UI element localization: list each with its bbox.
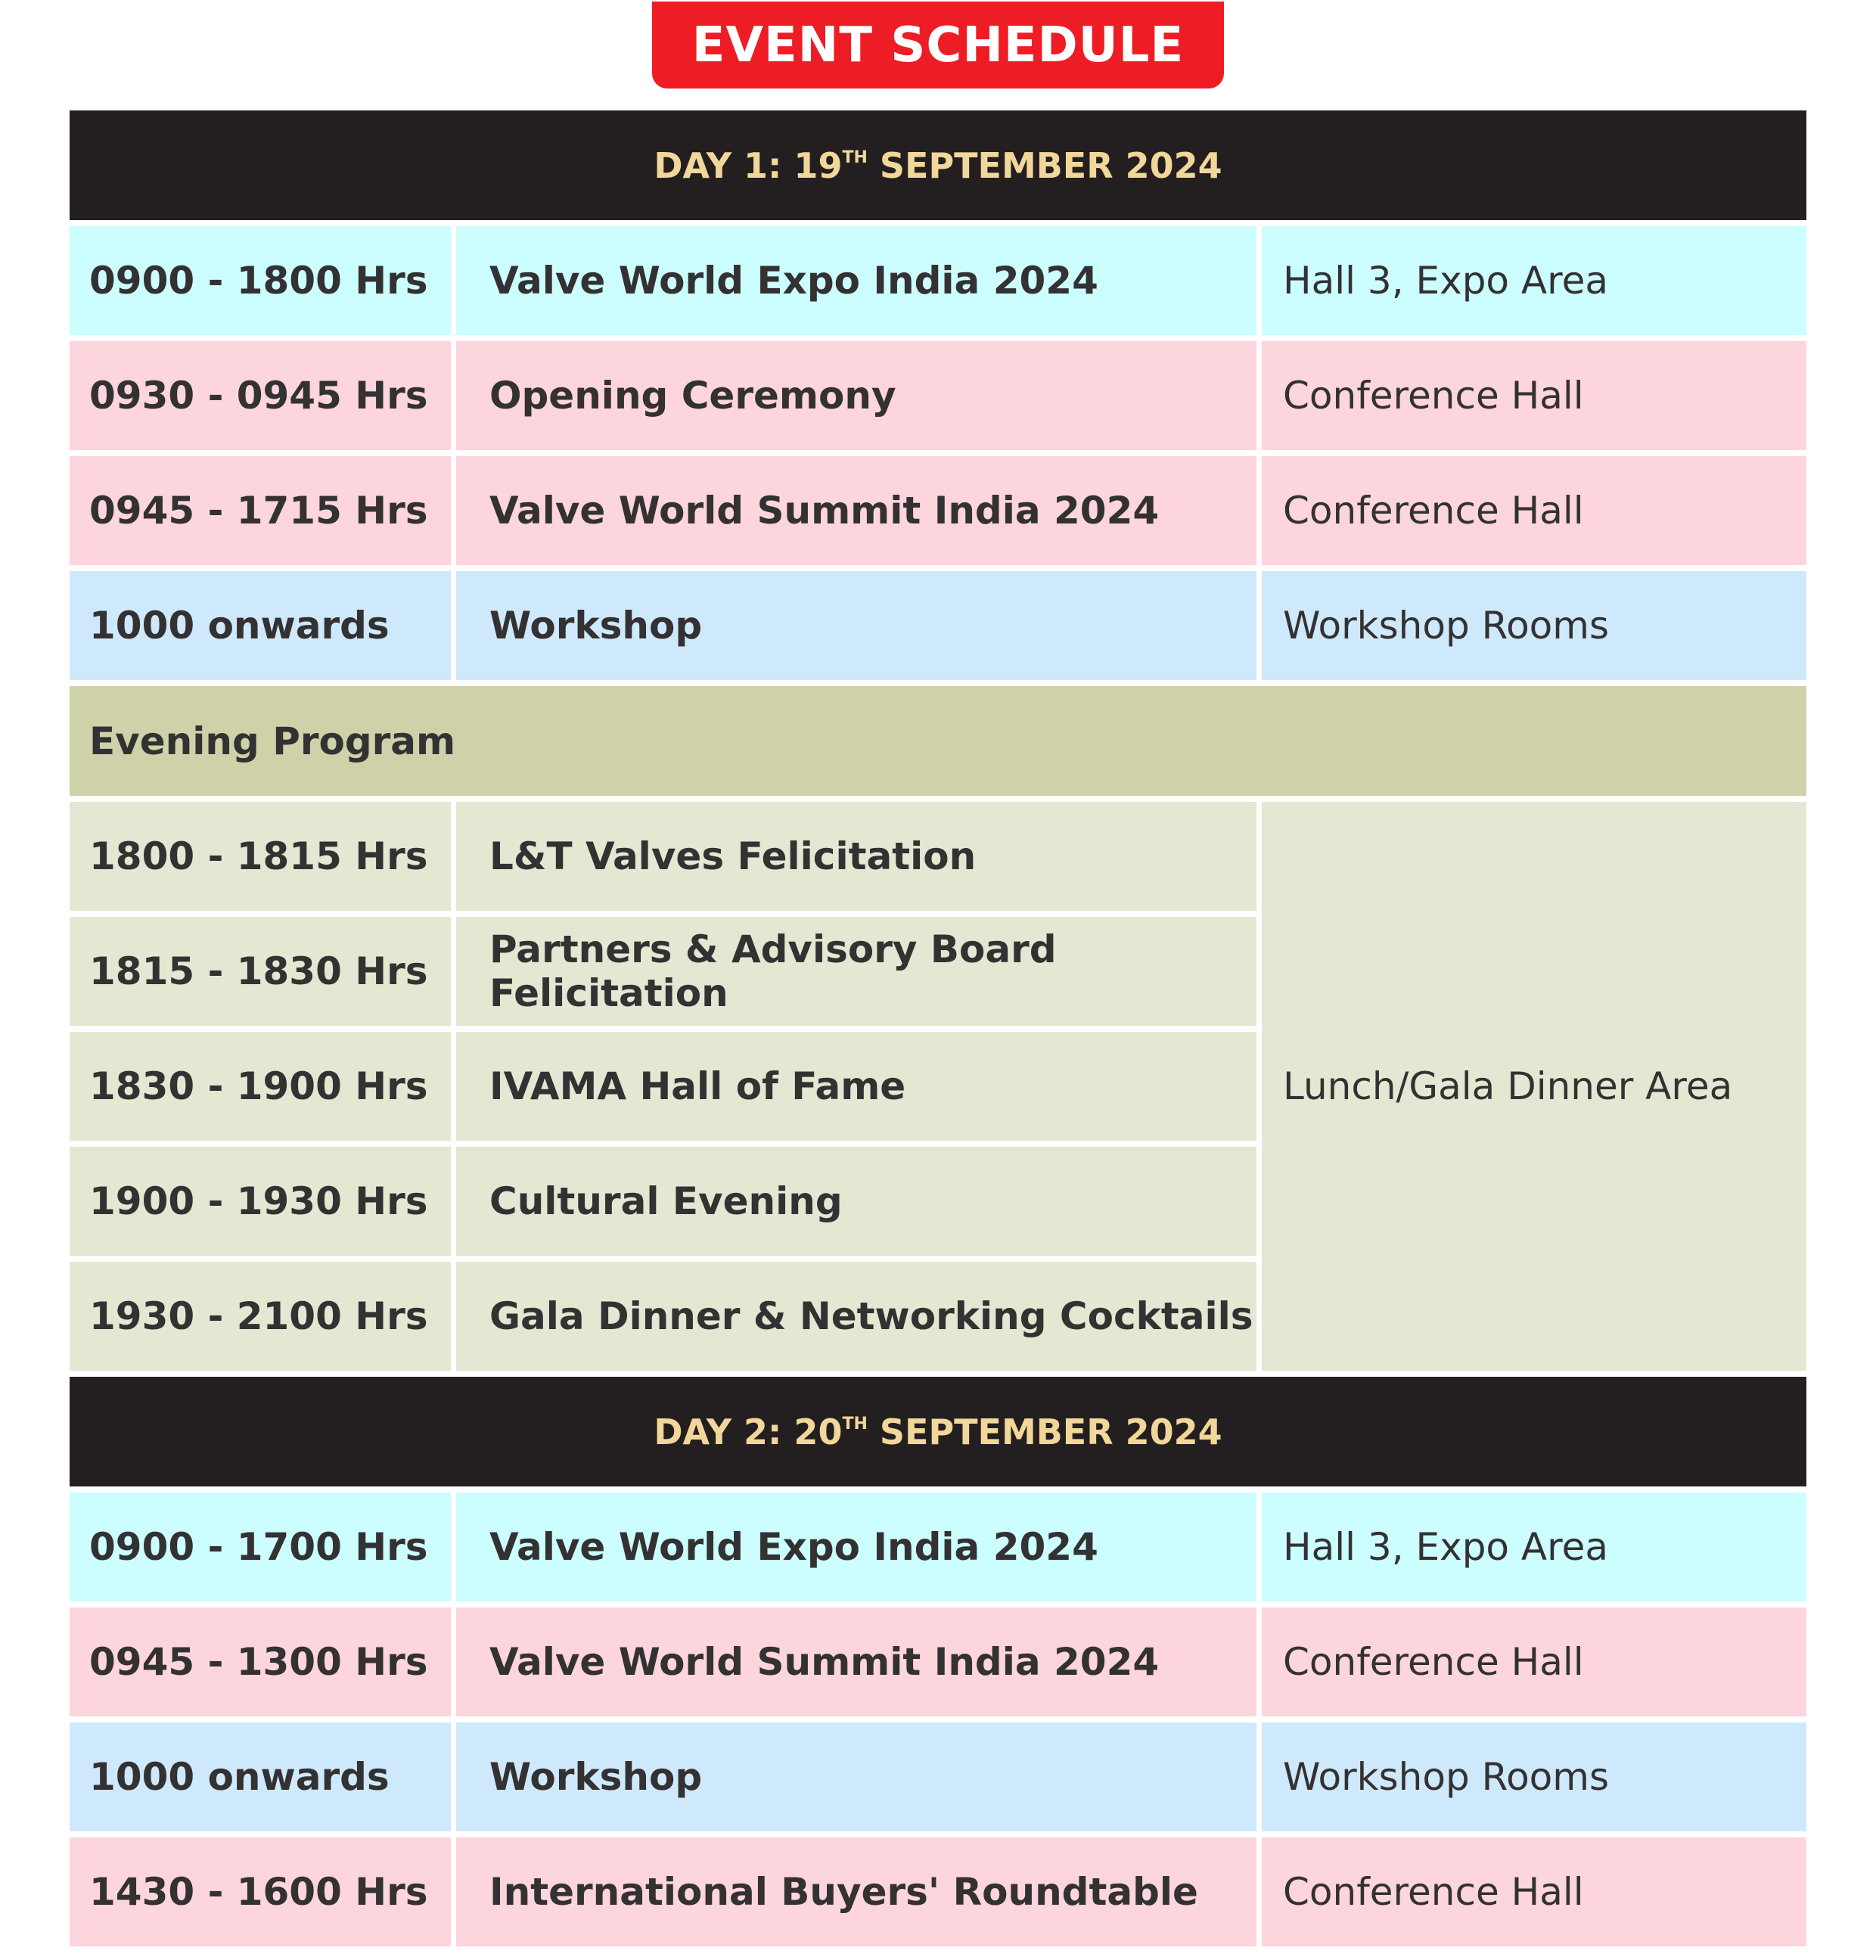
event-cell: Gala Dinner & Networking Cocktails xyxy=(456,1262,1256,1371)
time-cell: 1000 onwards xyxy=(70,1722,451,1831)
day1-header-rest: SEPTEMBER 2024 xyxy=(867,144,1222,186)
table-row xyxy=(70,341,1806,450)
time-cell: 0930 - 0945 Hrs xyxy=(70,341,451,450)
day2-header-prefix: DAY 2: 20 xyxy=(654,1411,843,1452)
venue-cell: Conference Hall xyxy=(1262,1607,1806,1716)
day2-header-suffix: TH xyxy=(842,1415,868,1434)
venue-cell: Workshop Rooms xyxy=(1262,571,1806,680)
event-cell: Workshop xyxy=(456,571,1256,680)
event-cell: Valve World Expo India 2024 xyxy=(456,226,1256,335)
evening-program-block xyxy=(70,802,1806,1371)
table-row xyxy=(70,1837,1806,1946)
venue-cell: Conference Hall xyxy=(1262,341,1806,450)
event-cell: Valve World Summit India 2024 xyxy=(456,1607,1256,1716)
event-cell: Workshop xyxy=(456,1722,1256,1831)
time-cell: 1930 - 2100 Hrs xyxy=(70,1262,451,1371)
table-row xyxy=(70,1493,1806,1601)
evening-program-label: Evening Program xyxy=(70,686,1806,796)
venue-cell: Workshop Rooms xyxy=(1262,1722,1806,1831)
event-cell: Partners & Advisory Board Felicitation xyxy=(456,917,1256,1026)
day1-header-prefix: DAY 1: 19 xyxy=(654,144,843,186)
time-cell: 1830 - 1900 Hrs xyxy=(70,1032,451,1141)
time-cell: 1000 onwards xyxy=(70,571,451,680)
venue-cell: Conference Hall xyxy=(1262,1837,1806,1946)
event-cell: Cultural Evening xyxy=(456,1147,1256,1256)
time-cell: 1430 - 1600 Hrs xyxy=(70,1837,451,1946)
evening-venue-cell: Lunch/Gala Dinner Area xyxy=(1262,802,1806,1371)
table-row xyxy=(70,456,1806,565)
table-row xyxy=(70,1607,1806,1716)
schedule-table xyxy=(70,110,1806,1952)
venue-cell: Hall 3, Expo Area xyxy=(1262,226,1806,335)
time-cell: 0945 - 1300 Hrs xyxy=(70,1607,451,1716)
table-row xyxy=(70,1722,1806,1831)
event-schedule-banner xyxy=(652,2,1224,89)
evening-time-column xyxy=(70,802,451,1371)
venue-cell: Conference Hall xyxy=(1262,456,1806,565)
day1-header-suffix: TH xyxy=(842,148,868,167)
event-cell: Valve World Summit India 2024 xyxy=(456,456,1256,565)
evening-event-column xyxy=(456,802,1256,1371)
day2-header xyxy=(70,1377,1806,1486)
time-cell: 1900 - 1930 Hrs xyxy=(70,1147,451,1256)
event-cell: L&T Valves Felicitation xyxy=(456,802,1256,911)
event-cell: International Buyers' Roundtable xyxy=(456,1837,1256,1946)
banner-title: EVENT SCHEDULE xyxy=(691,17,1185,73)
time-cell: 0900 - 1800 Hrs xyxy=(70,226,451,335)
time-cell: 1815 - 1830 Hrs xyxy=(70,917,451,1026)
table-row xyxy=(70,571,1806,680)
day1-header xyxy=(70,110,1806,220)
table-row xyxy=(70,226,1806,335)
time-cell: 1800 - 1815 Hrs xyxy=(70,802,451,911)
event-cell: Opening Ceremony xyxy=(456,341,1256,450)
event-cell: IVAMA Hall of Fame xyxy=(456,1032,1256,1141)
time-cell: 0900 - 1700 Hrs xyxy=(70,1493,451,1601)
event-cell: Valve World Expo India 2024 xyxy=(456,1493,1256,1601)
venue-cell: Hall 3, Expo Area xyxy=(1262,1493,1806,1601)
day2-header-rest: SEPTEMBER 2024 xyxy=(867,1411,1222,1452)
time-cell: 0945 - 1715 Hrs xyxy=(70,456,451,565)
